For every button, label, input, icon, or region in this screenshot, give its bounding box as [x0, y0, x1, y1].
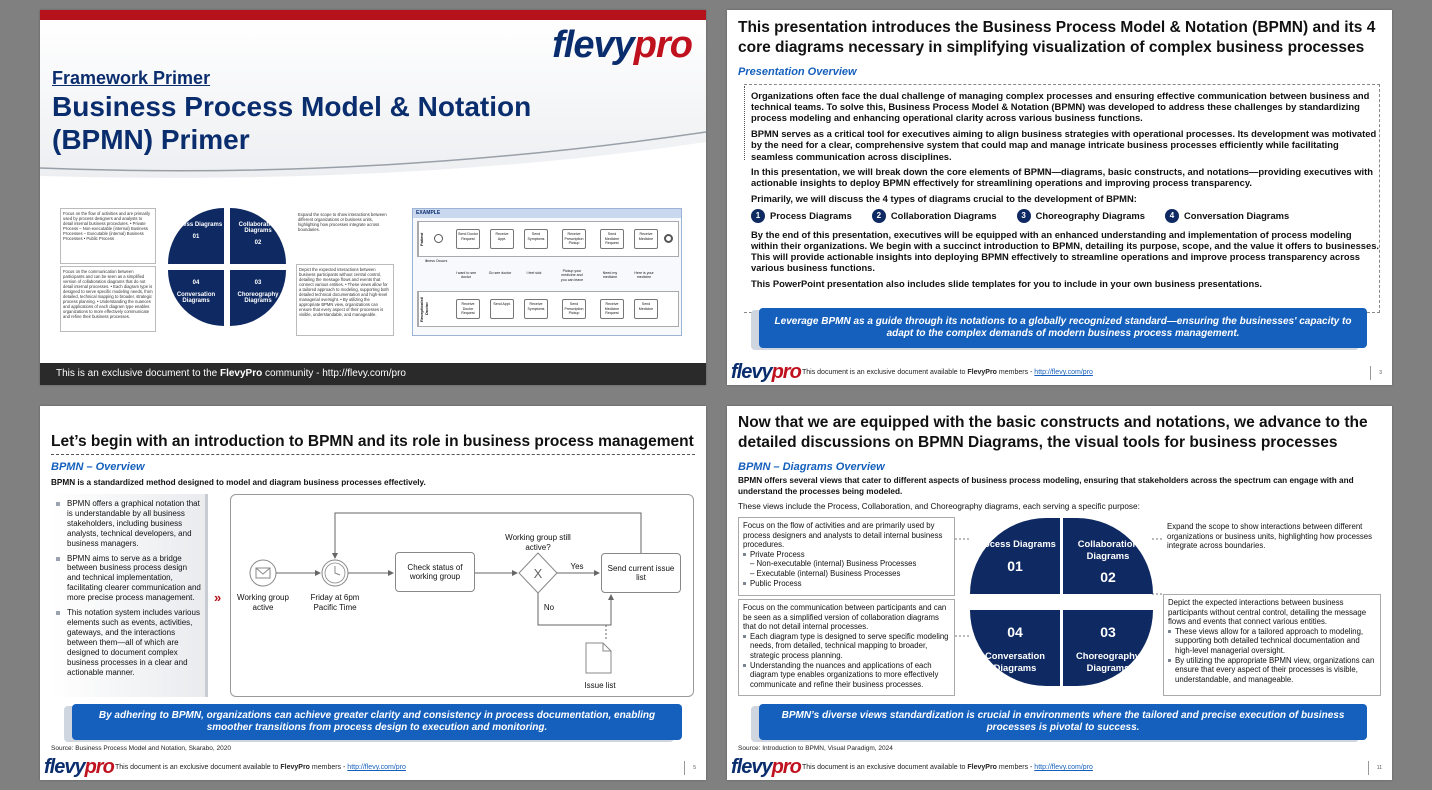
flevy-link[interactable]: http://flevy.com/pro	[1034, 764, 1093, 771]
quad-conversation: 04 Conversation Diagrams	[970, 610, 1060, 686]
start-event-label: Working group active	[237, 593, 289, 612]
slide-footer	[727, 361, 1392, 385]
diagram-item: 3 Choreography Diagrams	[1017, 209, 1145, 223]
end-event	[664, 234, 673, 243]
start-label: Illness Occurs	[424, 259, 448, 263]
task-send-issue-list: Send current issue list	[601, 553, 681, 593]
quad-choreography: 03 Choreography Diagrams	[1063, 610, 1153, 686]
flevy-link[interactable]: http://flevy.com/pro	[1034, 369, 1093, 376]
footer-text: This document is an exclusive document available to FlevyPro members - http://flevy.com/pro	[115, 764, 406, 771]
list-item: Each diagram type is designed to serve specific modeling needs, from detailed, technical mapping to broader, strategic process planning.	[743, 632, 950, 661]
thumb-text-process: Focus on the flow of activities and are primarily used by process designers and analysts to detail internal business procedures. • Private Process – Non-executable (internal) Business Processes – Executable (internal) Business Processes • Public Process	[60, 208, 156, 264]
thumb-text-choreography: Depict the expected interactions between business participants without central control, detailing the message flows and events that connect various entities. • These views allow for a tailored approach to modeling, supporting both detailed technical documentation and high-level managerial oversight. • By utilizing the appropriate BPMN view, organizations can ensure that every aspect of their processes is visible, understandable, and manageable.	[296, 264, 394, 336]
diagram-item: 1 Process Diagrams	[751, 209, 852, 223]
deck-title: Business Process Model & Notation (BPMN) Primer	[52, 91, 532, 155]
slide-footer	[40, 756, 706, 780]
list-item: Private Process	[743, 550, 950, 560]
lead-text-2: These views include the Process, Collaboration, and Choreography diagrams, each serving a specific purpose:	[738, 502, 1140, 511]
page-number: 11	[1368, 761, 1382, 775]
flevypro-logo: flevypro	[731, 361, 801, 383]
lane1-task: Send Medicine Request	[600, 229, 624, 249]
lane2-task: Receive Medicine Request	[600, 299, 624, 319]
bullet-item: BPMN offers a graphical notation that is understandable by all business stakeholders, including business analysts, technical developers, and business managers.	[67, 499, 200, 548]
message-label: Here is your medicine	[634, 271, 654, 280]
list-item: – Non-executable (internal) Business Processes	[750, 559, 917, 569]
task-check-status: Check status of working group	[395, 552, 475, 592]
paragraph: Organizations often face the dual challenge of managing complex processes and ensuring effective communication between business and technical teams. To solve this, Business Process Model & Notation (BPMN) was developed to address these challenges by standardizing process modeling and enhancing operational clarity across various business functions.	[751, 90, 1370, 124]
lane2-task: Receive Symptoms	[524, 299, 548, 319]
callout-banner: Leverage BPMN as a guide through its notations to a globally recognized standard—ensuring the businesses' capacity to adapt to the complex demands of modern business process management.	[759, 308, 1367, 348]
diagram-item: 2 Collaboration Diagrams	[872, 209, 997, 223]
callout-banner: By adhering to BPMN, organizations can achieve greater clarity and consistency in process documentation, enabling smoother transitions from process design to execution and monitoring.	[72, 704, 682, 740]
start-event	[434, 234, 443, 243]
source-note: Source: Business Process Model and Notation, Skarabo, 2020	[51, 745, 231, 752]
slide-title: Let’s begin with an introduction to BPMN and its role in business process management	[51, 433, 694, 450]
lane2-task: Send Appt.	[490, 299, 514, 319]
lead-text: BPMN is a standardized method designed to model and diagram business processes effectively.	[51, 478, 426, 487]
thumb-quad-choreography: 03 Choreography Diagrams	[230, 270, 286, 326]
callout-banner: BPMN’s diverse views standardization is crucial in environments where the tailored and precise execution of business processes is pivotal to success.	[759, 704, 1367, 740]
title-rule	[51, 454, 695, 455]
overview-body	[751, 90, 1381, 294]
box-conversation: Focus on the communication between participants and can be seen as a simplified version of collaboration diagrams that do not detail internal processes. Each diagram type is designed to serve specific modeling needs, from detailed, technical mapping to broader, strategic process planning. Understanding the nuances and applications of each diagram type enables organizations to more effectively communicate and refine their business processes.	[738, 599, 955, 696]
thumb-text-conversation: Focus on the communication between participants and can be seen as a simplified version of collaboration diagrams that do not detail internal processes. • Each diagram type is designed to serve specific modeling needs, from detailed, technical mapping to broader, strategic process planning. • Understanding the nuances and applications of each diagram type enables organizations to more effectively communicate and refine their business processes.	[60, 266, 156, 332]
thumb-text-collaboration: Expand the scope to show interactions between different organizations or business units, highlighting how processes integrate across boundaries.	[296, 210, 394, 240]
flevy-link[interactable]: http://flevy.com/pro	[347, 764, 406, 771]
example-header: EXAMPLE	[413, 209, 681, 218]
slide-bpmn-overview[interactable]	[40, 406, 706, 780]
thumb-quad-collaboration: Collaboration Diagrams 02	[230, 208, 286, 264]
gateway-label: Working group still active?	[505, 533, 571, 552]
list-item: By utilizing the appropriate BPMN view, organizations can ensure that every aspect of their processes is visible, understandable, and manageable.	[1168, 656, 1376, 685]
svg-text:X: X	[533, 566, 543, 581]
message-label: Need my medicine	[602, 271, 618, 280]
flevypro-logo: flevypro	[552, 24, 692, 66]
lane2-task: Receive Doctor Request	[456, 299, 480, 319]
message-label: I want to see doctor	[455, 271, 477, 280]
page-number: 5	[684, 761, 696, 775]
slide-presentation-overview[interactable]	[727, 10, 1392, 385]
bpmn-flow-diagram	[230, 494, 694, 697]
slide-subtitle: Presentation Overview	[738, 66, 857, 78]
slide-title[interactable]	[40, 10, 706, 385]
no-label: No	[543, 603, 555, 612]
message-label: Go see doctor	[488, 271, 512, 275]
yes-label: Yes	[570, 562, 584, 571]
lane1-task: Receive Prescription Pickup	[562, 229, 586, 249]
slide-subtitle: BPMN – Overview	[51, 461, 145, 473]
paragraph: BPMN serves as a critical tool for executives aiming to align business strategies with operational processes. Its development was motivated by the need for a clear, comprehensive system that could map and manage intricate business processes efficiently while facilitating seamless communication across disciplines.	[751, 128, 1377, 162]
red-top-bar	[40, 10, 706, 20]
data-object-label: Issue list	[584, 681, 616, 690]
bullet-item: This notation system includes various elements such as events, activities, gateways, and the interactions between them—all of which are designed to document complex business processes in a clear and actionable manner.	[67, 608, 200, 677]
slide-title: Now that we are equipped with the basic constructs and notations, we advance to the detailed discussions on BPMN Diagrams, the visual tools for business processes	[738, 414, 1368, 451]
timer-event-label: Friday at 6pm Pacific Time	[310, 593, 360, 612]
paragraph: By the end of this presentation, executives will be equipped with an enhanced understanding and implementation of process modeling within their organizations. We begin with a succinct introduction to BPMN, detailing its purpose, scope, and the value it offers to businesses. This will provide actionable insights into deploying BPMN effectively to streamline operations and improve process transparency across various business functions.	[751, 228, 1380, 274]
diagram-list	[751, 209, 1381, 223]
list-item: These views allow for a tailored approach to modeling, supporting both detailed technical documentation and high-level managerial oversight.	[1168, 627, 1376, 656]
flevypro-logo: flevypro	[731, 756, 801, 778]
list-item: – Executable (internal) Business Processes	[750, 568, 901, 578]
flevypro-logo: flevypro	[44, 756, 114, 778]
lane1-task: Receive Appt.	[490, 229, 514, 249]
lead-text: BPMN offers several views that cater to different aspects of business process modeling, ensuring that stakeholders across the spectrum can engage with and understand the processes being modeled.	[738, 476, 1354, 496]
lane-doctor: Receptionist/ Doctor Receive Doctor Request Send Appt. Receive Symptoms Send Prescription Pickup Receive Medicine Request Send Medicine	[417, 291, 679, 327]
lane-patient: Patient Send Doctor Request Receive Appt. Send Symptoms Receive Prescription Pickup Send Medicine Request Receive Medicine	[417, 221, 679, 257]
thumb-quad-conversation: 04 Conversation Diagrams	[168, 270, 224, 326]
slide-diagrams-overview[interactable]	[727, 406, 1392, 780]
diagram-item: 4 Conversation Diagrams	[1165, 209, 1289, 223]
thumb-example-diagram	[412, 208, 682, 336]
bullet-item: BPMN aims to serve as a bridge between business process design and technical implementation, facilitating clearer communication and more precise process management.	[67, 553, 201, 603]
flow-connectors	[231, 495, 695, 698]
bullet-panel	[51, 494, 208, 697]
quad-collaboration: Collaboration Diagrams 02	[1063, 518, 1153, 594]
source-note: Source: Introduction to BPMN, Visual Paradigm, 2024	[738, 745, 893, 752]
slide-title: This presentation introduces the Business Process Model & Notation (BPMN) and its 4 core diagrams necessary in simplifying visualization of complex business processes	[738, 19, 1376, 56]
page-number: 3	[1370, 366, 1382, 380]
chevron-right-icon: »	[214, 590, 222, 605]
lane2-task: Send Prescription Pickup	[562, 299, 586, 319]
box-process: Focus on the flow of activities and are primarily used by process designers and analysts to detail internal business procedures. Private Process – Non-executable (internal) Business Processes – Executable (internal) Business Processes Public Process	[738, 517, 955, 596]
box-choreography: Depict the expected interactions between business participants without central control, detailing the message flows and events that connect various entities. These views allow for a tailored approach to modeling, supporting both detailed technical documentation and high-level managerial oversight. By utilizing the appropriate BPMN view, organizations can ensure that every aspect of their processes is visible, understandable, and manageable.	[1163, 594, 1381, 696]
message-label: I feel sick	[526, 271, 542, 275]
paragraph: In this presentation, we will break down the core elements of BPMN—diagrams, basic constructs, and notations—providing executives with actionable insights to deploy BPMN effectively for streamlining operations and improving process transparency.	[751, 166, 1374, 189]
list-item: Understanding the nuances and applications of each diagram type enables organizations to more effectively communicate and refine their business processes.	[743, 661, 950, 690]
lane1-task: Send Symptoms	[524, 229, 548, 249]
lane2-task: Send Medicine	[634, 299, 658, 319]
quad-process: Process Diagrams 01	[970, 518, 1060, 594]
footer-text: This document is an exclusive document available to FlevyPro members - http://flevy.com/pro	[802, 369, 1093, 376]
paragraph: This PowerPoint presentation also includes slide templates for you to include in your own business presentations.	[751, 278, 1263, 290]
box-collaboration: Expand the scope to show interactions between different organizations or business units, highlighting how processes integrate across boundaries.	[1163, 519, 1381, 559]
slide-subtitle: BPMN – Diagrams Overview	[738, 461, 885, 473]
slide-footer	[727, 756, 1392, 780]
thumb-quad-process: Process Diagrams 01	[168, 208, 224, 264]
frame-accent-line	[744, 86, 745, 160]
footer-text: This document is an exclusive document available to FlevyPro members - http://flevy.com/pro	[802, 764, 1093, 771]
list-item: Public Process	[743, 579, 950, 589]
title-footer: This is an exclusive document to the FlevyPro community - http://flevy.com/pro	[40, 363, 706, 385]
lane1-task: Send Doctor Request	[456, 229, 480, 249]
paragraph: Primarily, we will discuss the 4 types of diagrams crucial to the development of BPMN:	[751, 193, 1137, 205]
framework-primer-label: Framework Primer	[52, 68, 211, 88]
message-label: Pickup your medicine and you can leave	[560, 269, 584, 282]
lane1-task: Receive Medicine	[634, 229, 658, 249]
